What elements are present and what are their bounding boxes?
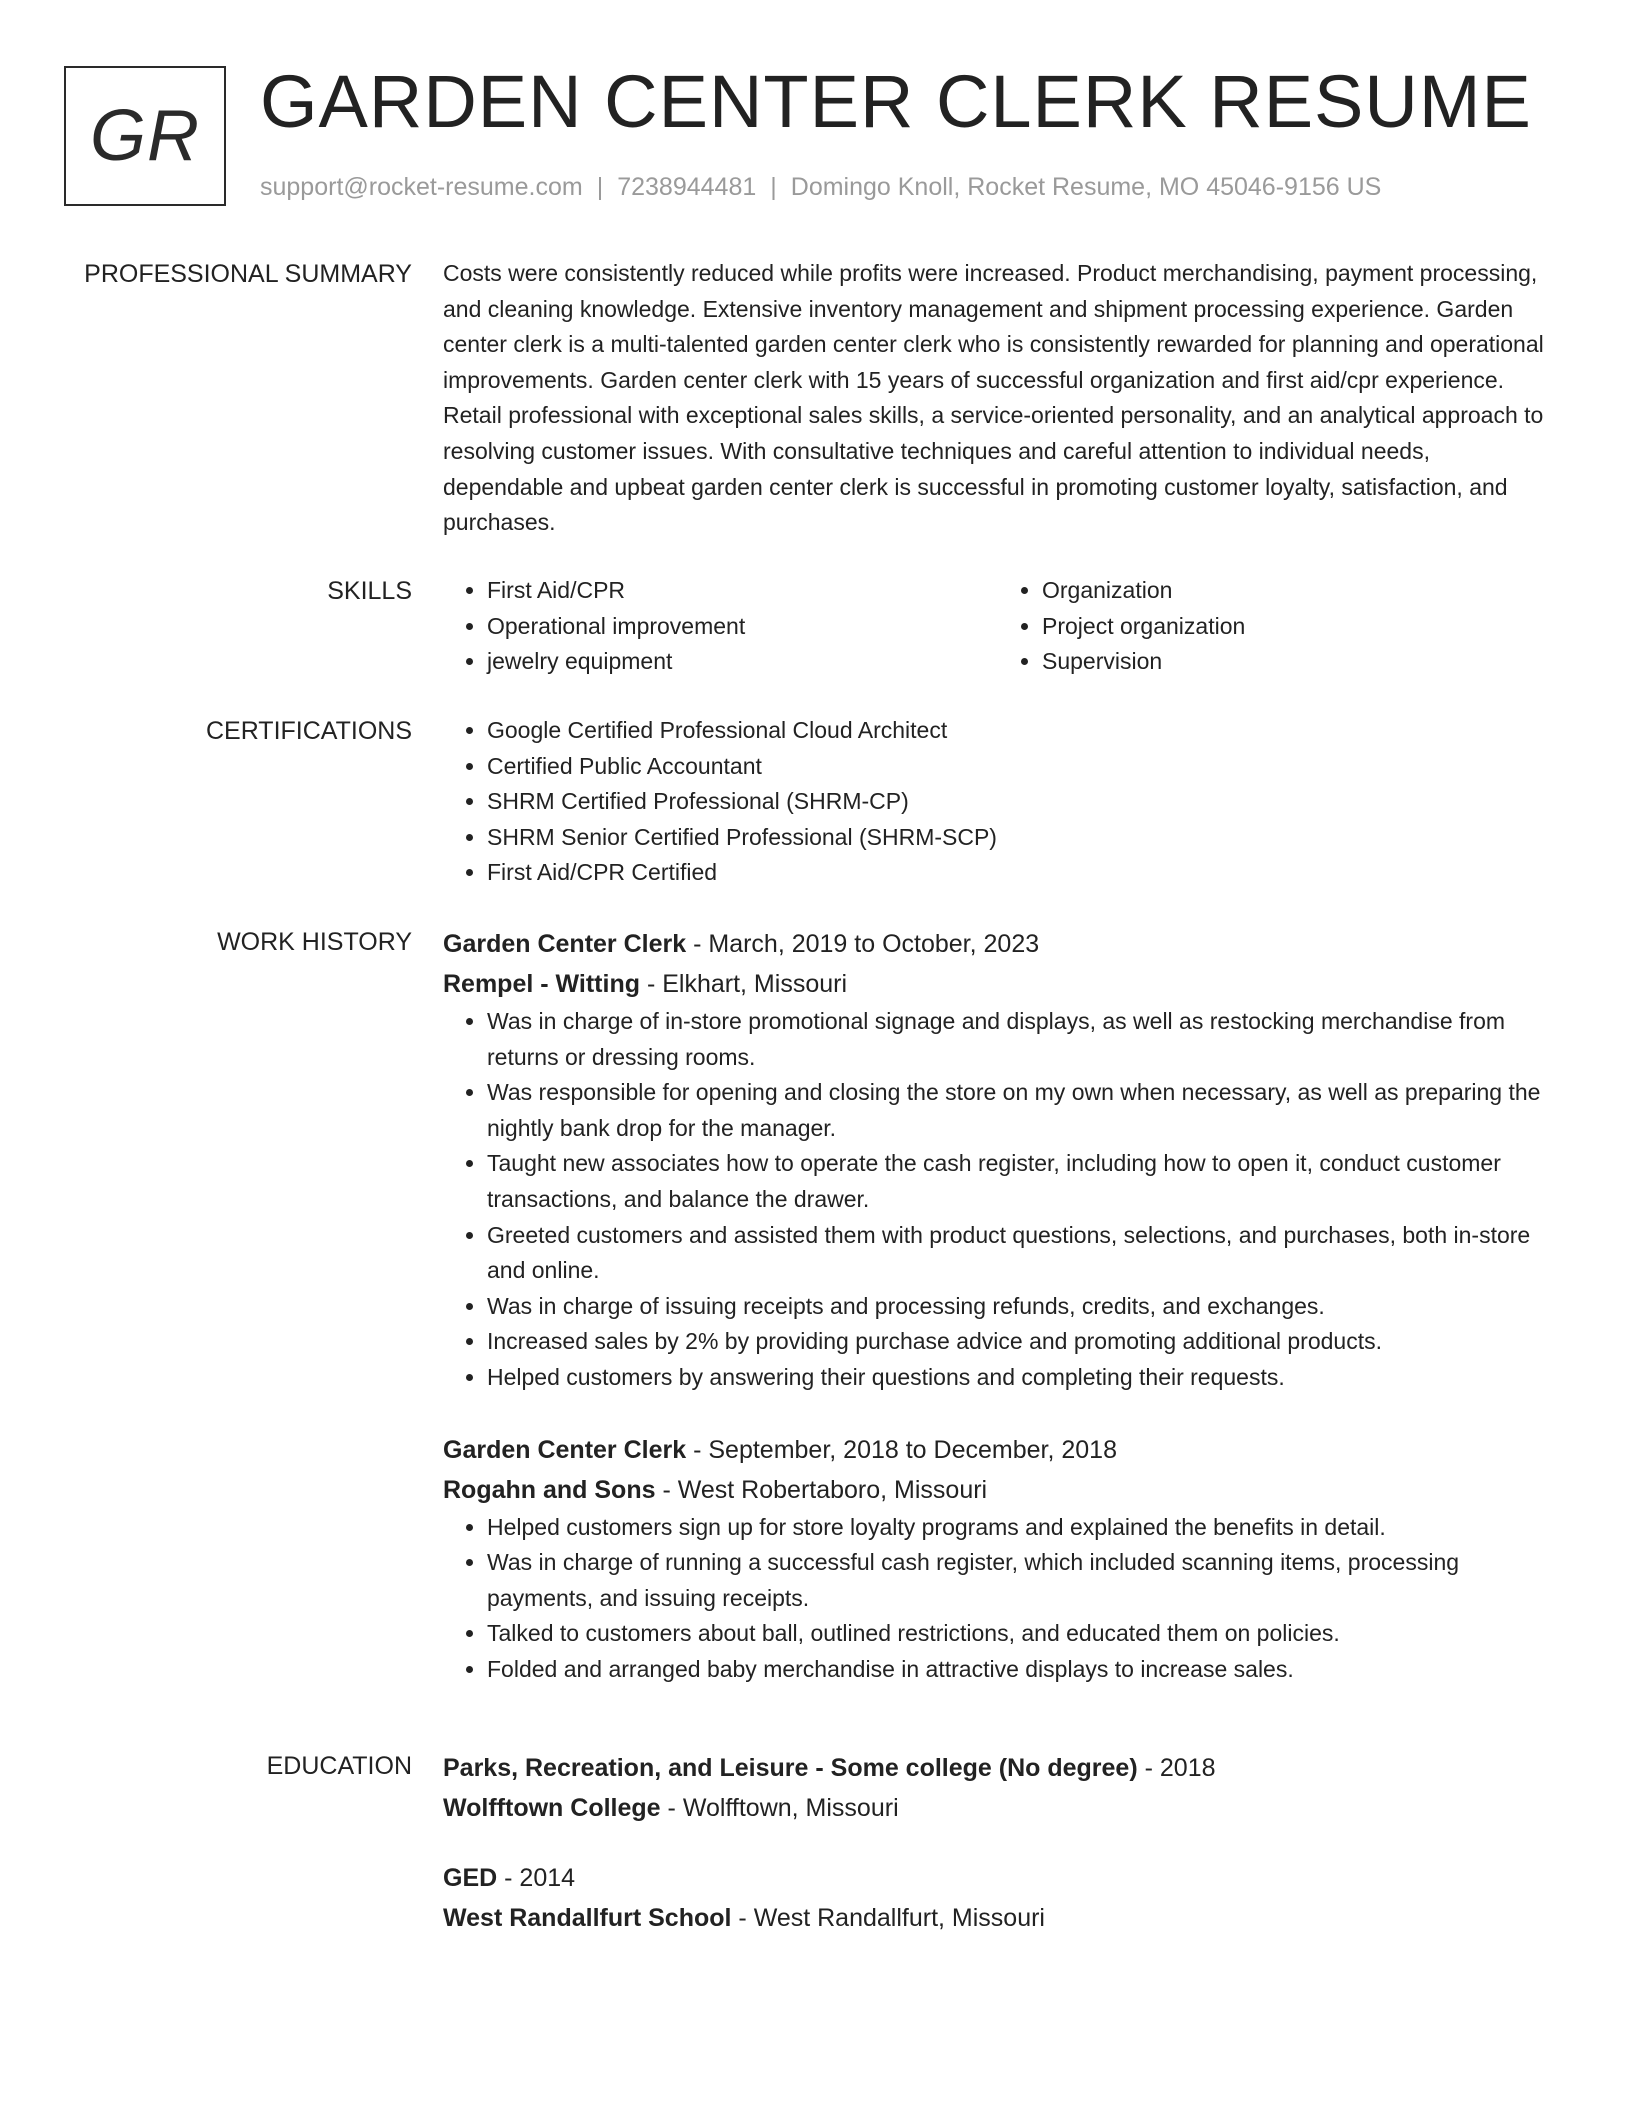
skills-column-1	[443, 573, 998, 680]
job-bullet: • Helped customers by answering their questions and completing their requests.	[487, 1360, 1553, 1396]
contact-address: Domingo Knoll, Rocket Resume, MO 45046-9156 US	[790, 173, 1382, 201]
education-school: West Randallfurt School	[443, 1904, 732, 1932]
job-bullet: • Was in charge of issuing receipts and processing refunds, credits, and exchanges.	[487, 1289, 1553, 1325]
certifications-body	[443, 713, 1553, 891]
job-dash: -	[646, 970, 656, 998]
skill-item: • Operational improvement	[487, 609, 998, 645]
education-entry	[443, 1858, 1553, 1938]
contact-email[interactable]: support@rocket-resume.com	[260, 173, 583, 201]
job-company-line	[443, 1470, 1553, 1510]
education-year: 2014	[519, 1864, 576, 1892]
job-bullet: • Greeted customers and assisted them with product questions, selections, and purchases, both in-store and online.	[487, 1218, 1553, 1289]
certification-item: • Google Certified Professional Cloud Architect	[487, 713, 1553, 749]
job-bullets	[443, 1004, 1553, 1396]
education-degree: Parks, Recreation, and Leisure - Some college (No degree)	[443, 1754, 1138, 1782]
monogram-initials: GR	[90, 96, 200, 176]
contact-separator: |	[770, 173, 777, 201]
summary-text: Costs were consistently reduced while profits were increased. Product merchandising, payment processing, and cleaning knowledge. Extensive inventory management and shipment processing experience. Garden center clerk is a multi-talented garden center clerk who is consistently rewarded for planning and operational improvements. Garden center clerk with 15 years of successful organization and first aid/cpr experience. Retail professional with exceptional sales skills, a service-oriented personality, and an analytical approach to resolving customer issues. With consultative techniques and careful attention to individual needs, dependable and upbeat garden center clerk is successful in promoting customer loyalty, satisfaction, and purchases.	[443, 260, 1544, 536]
job-bullet: • Helped customers sign up for store loyalty programs and explained the benefits in detail.	[487, 1510, 1553, 1546]
job-dash: -	[662, 1475, 671, 1504]
education-label: EDUCATION	[266, 1752, 412, 1780]
certification-item: • Certified Public Accountant	[487, 749, 1553, 785]
skill-item: • Organization	[1042, 573, 1553, 609]
education-degree-line	[443, 1858, 1553, 1898]
skills-body	[443, 573, 1553, 680]
job-company: Rempel - Witting	[443, 970, 640, 998]
education-location: West Randallfurt, Missouri	[753, 1904, 1045, 1932]
summary-body	[443, 256, 1553, 541]
skill-item: • jewelry equipment	[487, 644, 998, 680]
work-history-body	[443, 924, 1553, 1688]
skill-item: • Supervision	[1042, 644, 1553, 680]
job-location: Elkhart, Missouri	[662, 970, 847, 998]
job-bullet: • Increased sales by 2% by providing purchase advice and promoting additional products.	[487, 1324, 1553, 1360]
job-bullets	[443, 1510, 1553, 1688]
job-bullet: • Was in charge of running a successful cash register, which included scanning items, processing payments, and issuing receipts.	[487, 1545, 1553, 1616]
education-school-line	[443, 1788, 1553, 1828]
education-school-line	[443, 1898, 1553, 1938]
skill-item: • Project organization	[1042, 609, 1553, 645]
job-title: Garden Center Clerk	[443, 930, 687, 958]
job-bullet: • Folded and arranged baby merchandise in attractive displays to increase sales.	[487, 1652, 1553, 1688]
work-history-label: WORK HISTORY	[217, 928, 412, 956]
job-entry	[443, 924, 1553, 1396]
skills-column-2	[998, 573, 1553, 680]
certifications-list	[443, 713, 1553, 891]
education-body	[443, 1748, 1553, 1938]
job-title: Garden Center Clerk	[443, 1435, 687, 1464]
resume-title: GARDEN CENTER CLERK RESUME	[260, 60, 1532, 143]
contact-line	[260, 173, 1381, 202]
job-entry	[443, 1430, 1553, 1688]
certification-item: • SHRM Senior Certified Professional (SHRM-SCP)	[487, 820, 1553, 856]
job-dates: March, 2019 to October, 2023	[708, 930, 1040, 958]
education-degree-line	[443, 1748, 1553, 1788]
job-bullet: • Was responsible for opening and closing the store on my own when necessary, as well as preparing the nightly bank drop for the manager.	[487, 1075, 1553, 1146]
job-dates: September, 2018 to December, 2018	[708, 1435, 1117, 1464]
contact-phone[interactable]: 7238944481	[617, 173, 757, 201]
education-school: Wolfftown College	[443, 1794, 661, 1822]
job-title-line	[443, 924, 1553, 964]
job-bullet: • Was in charge of in-store promotional signage and displays, as well as restocking merchandise from returns or dressing rooms.	[487, 1004, 1553, 1075]
skill-item: • First Aid/CPR	[487, 573, 998, 609]
monogram-box	[64, 66, 226, 206]
job-title-line	[443, 1430, 1553, 1470]
job-company: Rogahn and Sons	[443, 1475, 656, 1504]
job-dash: -	[693, 1435, 702, 1464]
certification-item: • SHRM Certified Professional (SHRM-CP)	[487, 784, 1553, 820]
certifications-label: CERTIFICATIONS	[205, 717, 412, 745]
certification-item: • First Aid/CPR Certified	[487, 855, 1553, 891]
education-entry	[443, 1748, 1553, 1828]
job-bullet: • Taught new associates how to operate the cash register, including how to open it, conduct customer transactions, and balance the drawer.	[487, 1146, 1553, 1217]
skills-label: SKILLS	[327, 577, 412, 605]
education-dash: -	[738, 1904, 747, 1932]
education-dash: -	[504, 1864, 513, 1892]
education-year: 2018	[1159, 1754, 1216, 1782]
job-company-line	[443, 964, 1553, 1004]
education-dash: -	[667, 1794, 676, 1822]
job-dash: -	[693, 930, 702, 958]
education-dash: -	[1144, 1754, 1153, 1782]
education-location: Wolfftown, Missouri	[682, 1794, 899, 1822]
job-location: West Robertaboro, Missouri	[677, 1475, 988, 1504]
education-degree: GED	[443, 1864, 498, 1892]
contact-separator: |	[596, 173, 604, 201]
summary-label: PROFESSIONAL SUMMARY	[84, 260, 412, 288]
job-bullet: • Talked to customers about ball, outlined restrictions, and educated them on policies.	[487, 1616, 1553, 1652]
